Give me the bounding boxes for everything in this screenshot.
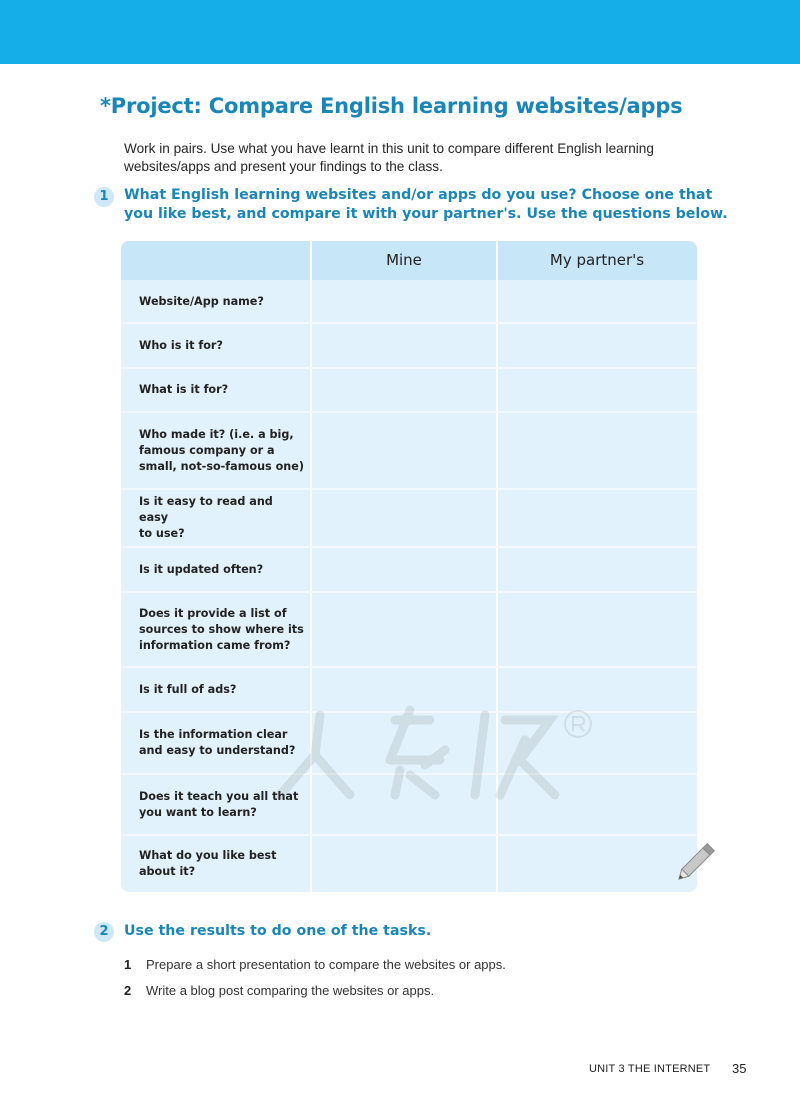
table-row [121, 774, 311, 835]
row-question [139, 848, 276, 880]
pencil-icon [676, 840, 720, 880]
row-question-line: and easy to understand? [139, 744, 296, 757]
row-question-line: What is it for? [139, 383, 229, 396]
row-question [139, 789, 298, 821]
row-question-line: What do you like best [139, 848, 277, 862]
row-question-line: small, not-so-famous one) [139, 459, 304, 473]
task-1-number: 1 [94, 187, 114, 207]
task-2-item [124, 957, 506, 972]
row-question-line: you want to learn? [139, 805, 257, 819]
row-question [139, 427, 304, 475]
table-row [121, 280, 311, 323]
row-question [139, 382, 228, 398]
column-header-mine: Mine [386, 251, 422, 269]
table-row [121, 368, 311, 412]
table-row [121, 835, 311, 892]
row-question-line: Is it updated often? [139, 562, 264, 576]
comparison-table [121, 241, 697, 892]
row-question-line: Is it full of ads? [139, 682, 237, 696]
row-question-line: Is it easy to read and easy [139, 495, 273, 524]
table-row [121, 489, 311, 547]
top-color-band [0, 0, 800, 64]
project-title: *Project: Compare English learning websites/apps [100, 94, 683, 118]
row-question-line: information came from? [139, 638, 291, 652]
task-2-item-text: Prepare a short presentation to compare the websites or apps. [146, 957, 506, 972]
row-question-line: Who is it for? [139, 338, 223, 352]
project-intro: Work in pairs. Use what you have learnt in this unit to compare different English learning websites/apps and present your findings to the class. [124, 141, 654, 174]
table-row [121, 323, 311, 368]
task-2-item [124, 983, 434, 998]
task-1-heading-line2: you like best, and compare it with your partner's. Use the questions below. [124, 206, 728, 222]
row-question-line: Does it teach you all that [139, 789, 299, 803]
task-2-item-number: 1 [124, 957, 132, 972]
row-question-line: Who made it? (i.e. a big, [139, 427, 294, 441]
row-question-line: Does it provide a list of [139, 606, 287, 620]
column-divider [496, 241, 498, 892]
row-question-line: to use? [139, 527, 185, 540]
row-question [139, 727, 295, 759]
task-2-item-number: 2 [124, 983, 132, 998]
row-question [139, 338, 223, 354]
row-question [139, 606, 304, 654]
footer-unit-label: UNIT 3 THE INTERNET [589, 1063, 711, 1075]
row-question-line: famous company or a [139, 443, 275, 457]
table-row [121, 712, 311, 774]
row-question [139, 494, 305, 542]
task-2-number: 2 [94, 922, 114, 942]
row-question [139, 682, 236, 698]
task-2-item-text: Write a blog post comparing the websites or apps. [146, 983, 435, 998]
row-question-line: Website/App name? [139, 294, 264, 308]
row-question-line: about it? [139, 864, 196, 878]
row-question-line: sources to show where its [139, 622, 304, 636]
table-row [121, 412, 311, 489]
row-question-line: Is the information clear [139, 728, 288, 741]
column-header-my-partners: My partner's [549, 251, 645, 269]
row-question [139, 562, 263, 578]
task-2-heading: Use the results to do one of the tasks. [124, 923, 432, 939]
table-row [121, 592, 311, 667]
row-question [139, 294, 264, 310]
table-row [121, 667, 311, 712]
page-number: 35 [732, 1061, 747, 1076]
table-row [121, 547, 311, 592]
task-1-heading-line1: What English learning websites and/or apps do you use? Choose one that [124, 187, 713, 203]
